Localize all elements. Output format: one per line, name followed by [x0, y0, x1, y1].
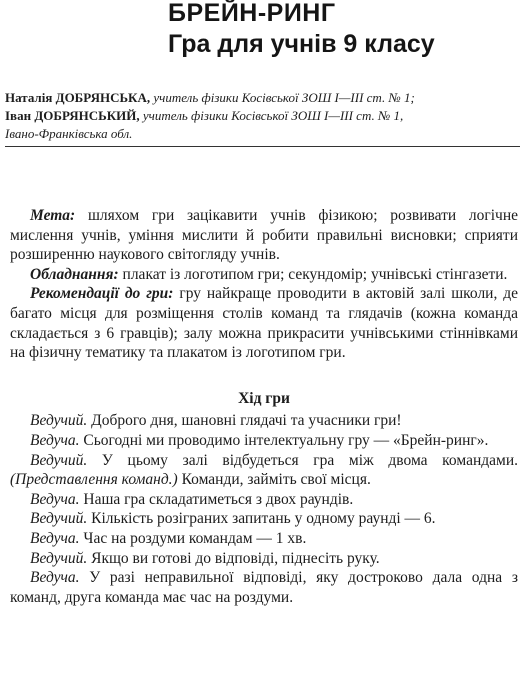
dialogue-text: Сьогодні ми проводимо інтелектуальну гру — «Брейн-ринг». — [79, 431, 489, 449]
article-body — [10, 206, 518, 607]
speaker-label: Ведучий. — [30, 451, 88, 469]
dialogue-text: У цьому залі відбудеться гра між двома командами. — [87, 451, 518, 469]
intro-text: плакат із логотипом гри; секундомір; учнівські стінгазети. — [118, 265, 508, 283]
author-role: учитель фізики Косівської ЗОШ І—ІІІ ст. № 1; — [150, 90, 415, 105]
dialogue-line — [10, 431, 518, 451]
header-divider — [5, 146, 520, 147]
dialogue-text: Доброго дня, шановні глядачі та учасники гри! — [87, 412, 402, 430]
article-title: БРЕЙН-РИНГ — [168, 0, 336, 27]
speaker-label: Ведуча. — [30, 431, 80, 449]
dialogue-line — [10, 568, 518, 607]
speaker-label: Ведучий. — [30, 549, 88, 567]
intro-paragraph — [10, 265, 518, 285]
dialogue-text: Наша гра складатиметься з двох раундів. — [79, 490, 354, 508]
dialogue-line — [10, 549, 518, 569]
speaker-label: Ведуча. — [30, 529, 80, 547]
dialogue-line — [10, 490, 518, 510]
speaker-label: Ведучий. — [30, 412, 88, 430]
intro-paragraph — [10, 284, 518, 362]
dialogue-line — [10, 411, 518, 431]
author-name: Наталія ДОБРЯНСЬКА, — [5, 90, 151, 105]
intro-text: шляхом гри зацікавити учнів фізикою; розвивати логічне мислення учнів, уміння мислити й робити правильні висновки; сприяти розширенню наукового світогляду учнів. — [10, 207, 518, 264]
article-subtitle: Гра для учнів 9 класу — [168, 30, 435, 58]
dialogue-text: Час на роздуми командам — 1 хв. — [79, 529, 307, 547]
stage-direction: (Представлення команд.) — [10, 471, 178, 489]
author-line — [5, 89, 520, 107]
author-region: Івано-Франківська обл. — [5, 126, 133, 141]
intro-label: Рекомендації до гри: — [30, 285, 174, 303]
intro-paragraph — [10, 206, 518, 265]
speaker-label: Ведуча. — [30, 569, 80, 587]
dialogue-line — [10, 529, 518, 549]
intro-text: гру найкраще проводити в актовій залі школи, де багато місця для розміщення столів команд та глядачів (кожна команда складається з 6 гравців); залу можна прикрасити учнівськими стіннівками на фізичну тематику та плакатом із логотипом гри. — [10, 285, 519, 362]
author-role: учитель фізики Косівської ЗОШ І—ІІІ ст. № 1, — [139, 108, 404, 123]
authors-block — [5, 89, 520, 143]
section-heading: Хід гри — [238, 389, 290, 407]
dialogue-line — [10, 509, 518, 529]
speaker-label: Ведуча. — [30, 490, 80, 508]
dialogue-text: Якщо ви готові до відповіді, піднесіть руку. — [87, 549, 380, 567]
dialogue-line — [10, 451, 518, 490]
intro-label: Мета: — [30, 207, 76, 224]
dialogue-text: У разі неправильної відповіді, яку достроково дала одна з команд, друга команда має час на роздуми. — [10, 569, 518, 606]
intro-label: Обладнання: — [30, 265, 119, 283]
author-name: Іван ДОБРЯНСЬКИЙ, — [5, 108, 140, 123]
speaker-label: Ведучий. — [30, 510, 88, 528]
dialogue-text: Команди, займіть свої місця. — [177, 471, 371, 489]
dialogue-text: Кількість розіграних запитань у одному раунді — 6. — [87, 510, 436, 528]
author-line — [5, 107, 520, 125]
